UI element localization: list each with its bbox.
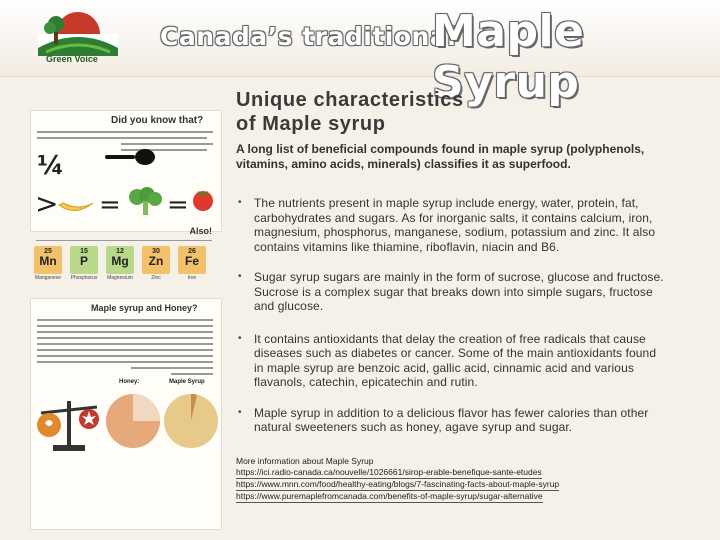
also-label: Also! — [189, 226, 212, 236]
mineral-fe: 26 Fe Iron — [178, 246, 206, 274]
reference-link[interactable]: https://ici.radio-canada.ca/nouvelle/1026661/sirop-erable-benefique-sante-etudes — [236, 467, 542, 477]
maple-pie-chart — [163, 393, 219, 449]
maple-vs-honey-title: Maple syrup and Honey? — [91, 303, 198, 313]
subheading: A long list of beneficial compounds found in maple syrup (polyphenols, vitamins, amino acids, minerals) classifies it as superfood. — [236, 142, 645, 171]
did-you-know-title: Did you know that? — [111, 115, 204, 126]
references — [236, 456, 596, 503]
mineral-zn: 30 Zn Zinc — [142, 246, 170, 274]
svg-text:=: = — [167, 190, 189, 220]
mineral-p: 15 P Phosphorus — [70, 248, 98, 281]
did-you-know-card — [30, 110, 222, 232]
bullet-item: • It contains antioxidants that delay the creation of free radicals that cause diseases such as diabetes or cancer. Some of the main antioxidants found in maple syrup are benzoic acid, gallic acid, cinnamic acid and various flavanols, catechin, epicatechin and rutin. — [236, 332, 668, 390]
reference-link[interactable]: https://www.puremaplefromcanada.com/benefits-of-maple-syrup/sugar-alternative — [236, 491, 543, 501]
bullet-item: • Sugar syrup sugars are mainly in the form of sucrose, glucose and fructose. Sucrose is a complex sugar that breaks down into simple sugars, fructose and glucose. — [236, 270, 668, 314]
svg-text:=: = — [99, 190, 121, 220]
scale-icon — [35, 395, 103, 455]
header-title-small: Canada’s traditional — [160, 22, 457, 51]
quarter-fraction: ¼ — [37, 151, 64, 181]
minerals-row — [34, 246, 216, 282]
references-label: More information about Maple Syrup — [236, 456, 374, 466]
infographic — [30, 110, 220, 520]
logo-text: Green Voice — [46, 54, 98, 64]
maple-vs-honey-card — [30, 298, 222, 530]
maple-label: Maple Syrup — [169, 379, 205, 385]
heading-line-1: Unique characteristics — [236, 89, 464, 111]
honey-pie-chart — [105, 393, 161, 449]
bullet-item: • The nutrients present in maple syrup include energy, water, protein, fat, carbohydrates and sugars. As for inorganic salts, it contains calcium, iron, magnesium, phosphorus, manganese, sodium, potassium and zinc. It also contains vitamins like thiamine, riboflavin, niacin and B6. — [236, 196, 668, 254]
honey-label: Honey: — [119, 379, 140, 385]
reference-link[interactable]: https://www.mnn.com/food/healthy-eating/blogs/7-fascinating-facts-about-maple-syrup — [236, 479, 560, 489]
mineral-mg: 12 Mg Magnesium — [107, 248, 133, 281]
header-title-big: Maple Syrup — [432, 6, 585, 108]
heading-line-2: of Maple syrup — [236, 113, 386, 135]
bullet-item: • Maple syrup in addition to a delicious flavor has fewer calories than other natural sweeteners such as honey, agave syrup and sugar. — [236, 406, 668, 435]
mineral-mn: 25 Mn Manganese — [34, 248, 62, 281]
bullet-list — [236, 196, 668, 435]
spoon-icon — [101, 147, 161, 167]
nutrition-comparison-icons — [35, 181, 221, 221]
svg-text:>: > — [35, 187, 59, 220]
page-heading — [236, 88, 464, 136]
